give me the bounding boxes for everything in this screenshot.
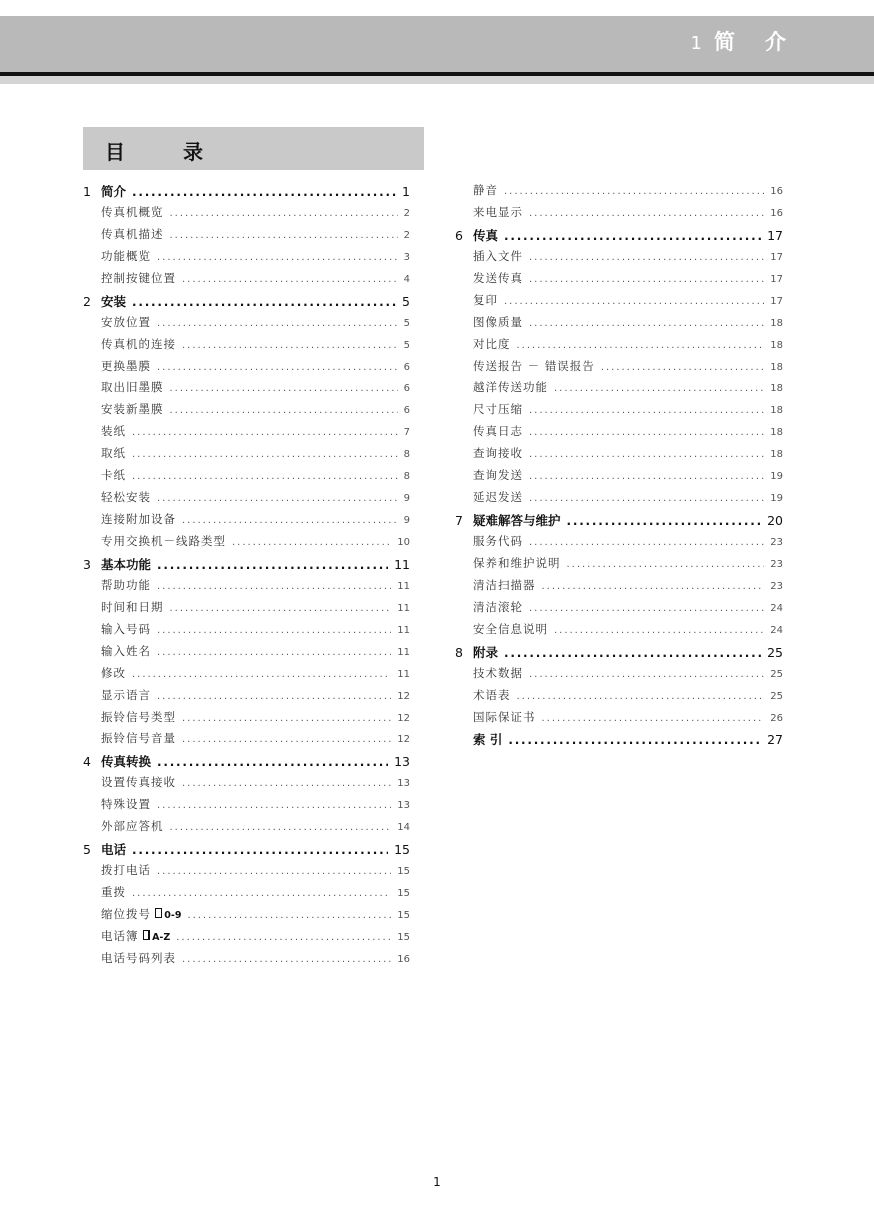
dot-leader bbox=[232, 537, 391, 548]
toc-page-number: 24 bbox=[770, 602, 783, 614]
toc-section-entry[interactable] bbox=[83, 818, 410, 840]
toc-entry-label: 电话 bbox=[101, 842, 127, 858]
toc-page-number: 16 bbox=[397, 953, 410, 965]
dot-leader bbox=[157, 647, 391, 658]
dot-leader bbox=[132, 449, 398, 460]
toc-page-number: 1 bbox=[402, 184, 410, 199]
toc-page-number: 6 bbox=[403, 383, 410, 395]
toc-page-number: 7 bbox=[403, 427, 410, 439]
toc-section-entry[interactable] bbox=[83, 599, 410, 621]
toc-section-entry[interactable] bbox=[83, 577, 410, 599]
toc-section-entry[interactable] bbox=[455, 665, 783, 687]
toc-page-number: 19 bbox=[770, 471, 783, 483]
toc-entry-label: 重拨 bbox=[101, 885, 126, 899]
toc-section-entry[interactable] bbox=[83, 643, 410, 665]
toc-page-number: 23 bbox=[770, 558, 783, 570]
toc-page-number: 24 bbox=[770, 624, 783, 636]
dot-leader bbox=[170, 230, 398, 241]
toc-page-number: 15 bbox=[397, 931, 410, 943]
toc-entry-label: 插入文件 bbox=[473, 248, 523, 263]
toc-entry-label: 取出旧墨膜 bbox=[101, 380, 164, 395]
toc-page-number: 13 bbox=[397, 778, 410, 790]
toc-page-number: 15 bbox=[394, 842, 410, 858]
toc-page-number: 12 bbox=[397, 712, 410, 724]
dot-leader bbox=[170, 603, 392, 614]
dot-leader bbox=[542, 581, 765, 592]
dot-leader bbox=[157, 362, 398, 373]
toc-section-entry[interactable] bbox=[83, 489, 410, 511]
toc-page-number: 2 bbox=[403, 207, 410, 219]
toc-section-entry[interactable] bbox=[455, 533, 783, 555]
toc-entry-label: 卡纸 bbox=[101, 468, 126, 483]
toc-entry-label: 基本功能 bbox=[101, 556, 152, 572]
toc-page-number: 14 bbox=[397, 822, 410, 834]
toc-page-number: 13 bbox=[397, 800, 410, 812]
toc-section-entry[interactable] bbox=[83, 796, 410, 818]
dot-leader bbox=[170, 208, 398, 219]
dot-leader bbox=[529, 318, 764, 329]
toc-page-number: 11 bbox=[397, 668, 410, 680]
toc-entry-label: 安装 bbox=[101, 293, 127, 309]
dot-leader bbox=[132, 843, 388, 857]
toc-page-number: 9 bbox=[403, 493, 410, 505]
dot-leader bbox=[182, 954, 391, 965]
toc-page-number: 23 bbox=[770, 537, 783, 548]
book-icon bbox=[143, 930, 151, 940]
dot-leader bbox=[170, 822, 392, 833]
toc-section-entry[interactable] bbox=[83, 906, 410, 928]
toc-section-entry[interactable] bbox=[455, 577, 783, 599]
toc-page-number: 11 bbox=[397, 646, 410, 658]
toc-chapter-number: 5 bbox=[83, 842, 91, 858]
toc-entry-label: 术语表 bbox=[473, 687, 511, 702]
dot-leader bbox=[529, 471, 764, 482]
toc-section-entry[interactable] bbox=[83, 774, 410, 796]
toc-entry-label: 附录 bbox=[473, 644, 499, 660]
toc-chapter-entry[interactable] bbox=[455, 226, 783, 248]
toc-section-entry[interactable] bbox=[455, 467, 783, 489]
toc-section-entry[interactable] bbox=[83, 687, 410, 709]
dot-leader bbox=[157, 691, 391, 702]
toc-entry-label: 电话号码列表 bbox=[101, 950, 176, 965]
toc-entry-label: 特殊设置 bbox=[101, 797, 151, 812]
toc-entry-label: 发送传真 bbox=[473, 270, 523, 285]
toc-page-number: 15 bbox=[397, 888, 410, 899]
toc-section-entry[interactable] bbox=[455, 248, 783, 270]
toc-entry-label: 安装新墨膜 bbox=[101, 402, 164, 417]
dot-leader bbox=[508, 733, 761, 747]
dot-leader bbox=[157, 493, 398, 504]
toc-title-box bbox=[83, 127, 424, 170]
toc-chapter-entry[interactable] bbox=[83, 840, 410, 862]
toc-page-number: 18 bbox=[770, 361, 783, 373]
toc-entry-label: 更换墨膜 bbox=[101, 358, 151, 373]
dot-leader bbox=[157, 800, 391, 811]
toc-entry-label: 连接附加设备 bbox=[101, 512, 176, 527]
toc-entry-label: 传真转换 bbox=[101, 754, 152, 770]
toc-page-number: 15 bbox=[397, 866, 410, 878]
toc-chapter-number: 3 bbox=[83, 556, 91, 572]
toc-section-entry[interactable] bbox=[83, 950, 410, 972]
toc-section-entry[interactable] bbox=[455, 423, 783, 445]
dot-leader bbox=[157, 558, 388, 572]
toc-page-number: 12 bbox=[397, 690, 410, 702]
dot-leader bbox=[182, 734, 391, 745]
toc-entry-label: 取纸 bbox=[101, 446, 126, 461]
dot-leader bbox=[567, 559, 765, 570]
dot-leader bbox=[529, 493, 764, 504]
toc-page-number: 2 bbox=[403, 229, 410, 241]
toc-chapter-number: 7 bbox=[455, 513, 463, 529]
toc-entry-label: 服务代码 bbox=[473, 534, 523, 548]
toc-section-entry[interactable] bbox=[455, 358, 783, 380]
book-icon bbox=[155, 908, 162, 918]
toc-page-number: 8 bbox=[403, 471, 410, 483]
toc-section-entry[interactable] bbox=[83, 621, 410, 643]
toc-page-number: 5 bbox=[403, 317, 410, 329]
toc-chapter-number: 1 bbox=[83, 184, 91, 199]
toc-entry-label: 传真机描述 bbox=[101, 226, 164, 241]
dot-leader bbox=[132, 185, 396, 199]
toc-section-entry[interactable] bbox=[83, 709, 410, 731]
dot-leader bbox=[504, 186, 764, 197]
toc-section-entry[interactable] bbox=[83, 862, 410, 884]
toc-section-entry[interactable] bbox=[83, 358, 410, 380]
toc-chapter-entry[interactable] bbox=[455, 511, 783, 533]
dot-leader bbox=[132, 295, 396, 309]
dot-leader bbox=[542, 713, 765, 724]
dot-leader bbox=[504, 646, 761, 660]
toc-section-entry[interactable] bbox=[455, 709, 783, 731]
toc-entry-label: 清洁扫描器 bbox=[473, 577, 536, 592]
dot-leader bbox=[567, 514, 762, 528]
toc-page-number: 26 bbox=[770, 712, 783, 724]
toc-page-number: 25 bbox=[767, 644, 783, 660]
toc-chapter-entry[interactable] bbox=[83, 555, 410, 577]
dot-leader bbox=[529, 208, 764, 219]
toc-entry-label: 缩位拨号 bbox=[101, 906, 151, 921]
dot-leader bbox=[529, 274, 764, 285]
toc-entry-label: 静音 bbox=[473, 183, 498, 197]
dot-leader bbox=[157, 866, 391, 877]
toc-entry-label: 疑难解答与维护 bbox=[473, 513, 561, 529]
toc-section-entry[interactable] bbox=[455, 292, 783, 314]
toc-chapter-number: 8 bbox=[455, 644, 463, 660]
toc-entry-label: 振铃信号类型 bbox=[101, 709, 176, 724]
toc-entry-label: 清洁滚轮 bbox=[473, 599, 523, 614]
toc-title-part-2: 录 bbox=[183, 140, 203, 164]
dot-leader bbox=[170, 383, 398, 394]
toc-section-entry[interactable] bbox=[455, 599, 783, 621]
toc-section-entry[interactable] bbox=[83, 467, 410, 489]
toc-entry-label: 外部应答机 bbox=[101, 819, 164, 834]
toc-page-number: 13 bbox=[394, 754, 410, 770]
toc-page-number: 18 bbox=[770, 339, 783, 351]
dot-leader bbox=[157, 755, 388, 769]
toc-page-number: 9 bbox=[403, 515, 410, 527]
dot-leader bbox=[529, 669, 764, 680]
toc-page-number: 8 bbox=[403, 449, 410, 461]
toc-chapter-number: 2 bbox=[83, 293, 91, 309]
toc-section-entry[interactable] bbox=[455, 687, 783, 709]
toc-section-entry[interactable] bbox=[455, 445, 783, 467]
dot-leader bbox=[182, 274, 398, 285]
toc-page-number: 17 bbox=[770, 251, 783, 263]
dot-leader bbox=[529, 449, 764, 460]
toc-entry-label: 输入号码 bbox=[101, 621, 151, 636]
toc-page-number: 17 bbox=[770, 295, 783, 307]
toc-page-number: 18 bbox=[770, 405, 783, 417]
toc-section-entry[interactable] bbox=[83, 511, 410, 533]
toc-section-entry[interactable] bbox=[83, 928, 410, 950]
toc-section-entry[interactable] bbox=[83, 248, 410, 270]
toc-entry-label: 功能概览 bbox=[101, 248, 151, 263]
toc-entry-label: 控制按键位置 bbox=[101, 270, 176, 285]
toc-right-column bbox=[455, 182, 783, 752]
toc-page-number: 3 bbox=[403, 251, 410, 263]
toc-page-number: 25 bbox=[770, 668, 783, 680]
toc-entry-label: 帮助功能 bbox=[101, 577, 151, 592]
toc-left-column bbox=[83, 182, 410, 972]
toc-page-number: 15 bbox=[397, 909, 410, 921]
toc-chapter-number: 4 bbox=[83, 754, 91, 770]
dot-leader bbox=[132, 471, 398, 482]
dot-leader bbox=[182, 778, 391, 789]
dot-leader bbox=[601, 362, 764, 373]
dot-leader bbox=[504, 229, 761, 243]
toc-page-number: 11 bbox=[397, 580, 410, 592]
toc-entry-label: 延迟发送 bbox=[473, 490, 523, 505]
toc-entry-label: 图像质量 bbox=[473, 314, 523, 329]
toc-section-entry[interactable] bbox=[455, 182, 783, 204]
toc-entry-label: 查询接收 bbox=[473, 446, 523, 461]
toc-section-entry[interactable] bbox=[455, 379, 783, 401]
header-under-band bbox=[0, 76, 874, 84]
toc-section-entry[interactable] bbox=[455, 401, 783, 423]
chapter-number: 1 bbox=[690, 33, 702, 54]
toc-entry-label: 简介 bbox=[101, 184, 127, 199]
toc-page-number: 4 bbox=[403, 273, 410, 285]
toc-page-number: 19 bbox=[770, 493, 783, 505]
dot-leader bbox=[517, 340, 765, 351]
key-range-label: A-Z bbox=[152, 931, 171, 943]
toc-chapter-entry[interactable] bbox=[83, 292, 410, 314]
dot-leader bbox=[504, 296, 764, 307]
toc-entry-label: 安放位置 bbox=[101, 314, 151, 329]
toc-section-entry[interactable] bbox=[83, 226, 410, 248]
toc-section-entry[interactable] bbox=[83, 533, 410, 555]
toc-page-number: 16 bbox=[770, 186, 783, 197]
toc-page-number: 18 bbox=[770, 427, 783, 439]
toc-page-number: 23 bbox=[770, 580, 783, 592]
toc-section-entry[interactable] bbox=[83, 423, 410, 445]
toc-page-number: 18 bbox=[770, 449, 783, 461]
toc-entry-label: 装纸 bbox=[101, 424, 126, 439]
toc-page-number: 10 bbox=[397, 537, 410, 548]
toc-section-entry[interactable] bbox=[455, 489, 783, 511]
toc-section-entry[interactable] bbox=[455, 314, 783, 336]
toc-entry-label: 显示语言 bbox=[101, 687, 151, 702]
dot-leader bbox=[182, 515, 398, 526]
toc-entry-label: 查询发送 bbox=[473, 468, 523, 483]
toc-page-number: 5 bbox=[402, 293, 410, 309]
toc-section-entry[interactable] bbox=[455, 621, 783, 643]
dot-leader bbox=[157, 625, 391, 636]
toc-entry-label: 保养和维护说明 bbox=[473, 555, 561, 570]
toc-section-entry[interactable] bbox=[83, 445, 410, 467]
toc-entry-label: 设置传真接收 bbox=[101, 775, 176, 790]
toc-section-entry[interactable] bbox=[83, 336, 410, 358]
toc-page-number: 11 bbox=[397, 624, 410, 636]
toc-section-entry[interactable] bbox=[83, 270, 410, 292]
toc-page-number: 5 bbox=[403, 339, 410, 351]
toc-page-number: 6 bbox=[403, 405, 410, 417]
dot-leader bbox=[170, 405, 398, 416]
toc-entry-label: 索 引 bbox=[473, 732, 503, 748]
toc-entry-label: 传真 bbox=[473, 227, 499, 243]
dot-leader bbox=[517, 691, 765, 702]
toc-section-entry[interactable] bbox=[455, 270, 783, 292]
toc-entry-label: 传送报告 － 错误报告 bbox=[473, 358, 595, 373]
dot-leader bbox=[529, 405, 764, 416]
toc-title bbox=[105, 136, 203, 165]
toc-entry-label: 时间和日期 bbox=[101, 599, 164, 614]
dot-leader bbox=[529, 427, 764, 438]
toc-entry-label: 技术数据 bbox=[473, 665, 523, 680]
toc-page-number: 12 bbox=[397, 734, 410, 746]
toc-page-number: 11 bbox=[394, 556, 410, 572]
toc-entry-label: 来电显示 bbox=[473, 204, 523, 219]
dot-leader bbox=[157, 318, 398, 329]
dot-leader bbox=[132, 427, 398, 438]
dot-leader bbox=[529, 603, 764, 614]
toc-page-number: 17 bbox=[770, 273, 783, 285]
toc-section-entry[interactable] bbox=[83, 665, 410, 687]
toc-chapter-number: 6 bbox=[455, 227, 463, 243]
toc-section-entry[interactable] bbox=[455, 204, 783, 226]
chapter-title-char-2: 介 bbox=[765, 30, 786, 54]
dot-leader bbox=[182, 713, 391, 724]
dot-leader bbox=[529, 252, 764, 263]
toc-entry-label: 专用交换机－线路类型 bbox=[101, 534, 226, 548]
dot-leader bbox=[132, 888, 391, 899]
toc-entry-label: 越洋传送功能 bbox=[473, 380, 548, 395]
toc-section-entry[interactable] bbox=[455, 336, 783, 358]
toc-page-number: 16 bbox=[770, 207, 783, 219]
dot-leader bbox=[132, 669, 391, 680]
toc-page-number: 25 bbox=[770, 690, 783, 702]
toc-page-number: 18 bbox=[770, 383, 783, 395]
dot-leader bbox=[554, 383, 764, 394]
toc-section-entry[interactable] bbox=[83, 204, 410, 226]
toc-page-number: 17 bbox=[767, 227, 783, 243]
toc-section-entry[interactable] bbox=[83, 884, 410, 906]
dot-leader bbox=[182, 340, 398, 351]
toc-page-number: 20 bbox=[767, 513, 783, 529]
toc-chapter-entry[interactable] bbox=[83, 752, 410, 774]
toc-entry-label: 传真机概览 bbox=[101, 204, 164, 219]
toc-page-number: 11 bbox=[397, 602, 410, 614]
dot-leader bbox=[157, 252, 398, 263]
toc-entry-label: 振铃信号音量 bbox=[101, 731, 176, 746]
toc-entry-label: 国际保证书 bbox=[473, 709, 536, 724]
toc-entry-label: 安全信息说明 bbox=[473, 621, 548, 636]
chapter-heading bbox=[691, 26, 786, 56]
toc-entry-label: 传真日志 bbox=[473, 424, 523, 439]
toc-chapter-entry[interactable] bbox=[455, 730, 783, 752]
toc-page-number: 18 bbox=[770, 317, 783, 329]
toc-section-entry[interactable] bbox=[83, 314, 410, 336]
toc-section-entry[interactable] bbox=[455, 555, 783, 577]
toc-entry-label: 拨打电话 bbox=[101, 863, 151, 878]
chapter-title-char-1: 简 bbox=[714, 30, 735, 54]
toc-section-entry[interactable] bbox=[83, 379, 410, 401]
dot-leader bbox=[157, 581, 391, 592]
toc-entry-label: 修改 bbox=[101, 665, 126, 680]
toc-entry-label: 电话簿 bbox=[101, 928, 139, 943]
toc-chapter-entry[interactable] bbox=[455, 643, 783, 665]
toc-entry-label: 尺寸压缩 bbox=[473, 402, 523, 417]
toc-entry-label: 输入姓名 bbox=[101, 643, 151, 658]
toc-entry-label: 传真机的连接 bbox=[101, 336, 176, 351]
dot-leader bbox=[554, 625, 764, 636]
toc-section-entry[interactable] bbox=[83, 730, 410, 752]
toc-entry-label: 复印 bbox=[473, 292, 498, 307]
toc-entry-label: 对比度 bbox=[473, 336, 511, 351]
toc-chapter-entry[interactable] bbox=[83, 182, 410, 204]
dot-leader bbox=[529, 537, 764, 548]
toc-page-number: 27 bbox=[767, 732, 783, 748]
dot-leader bbox=[176, 932, 391, 943]
page-number: 1 bbox=[433, 1175, 441, 1189]
key-range-label: 0-9 bbox=[164, 909, 182, 921]
dot-leader bbox=[187, 910, 391, 921]
toc-page-number: 6 bbox=[403, 361, 410, 373]
toc-entry-label: 轻松安装 bbox=[101, 490, 151, 505]
toc-section-entry[interactable] bbox=[83, 401, 410, 423]
toc-title-part-1: 目 bbox=[105, 140, 125, 164]
